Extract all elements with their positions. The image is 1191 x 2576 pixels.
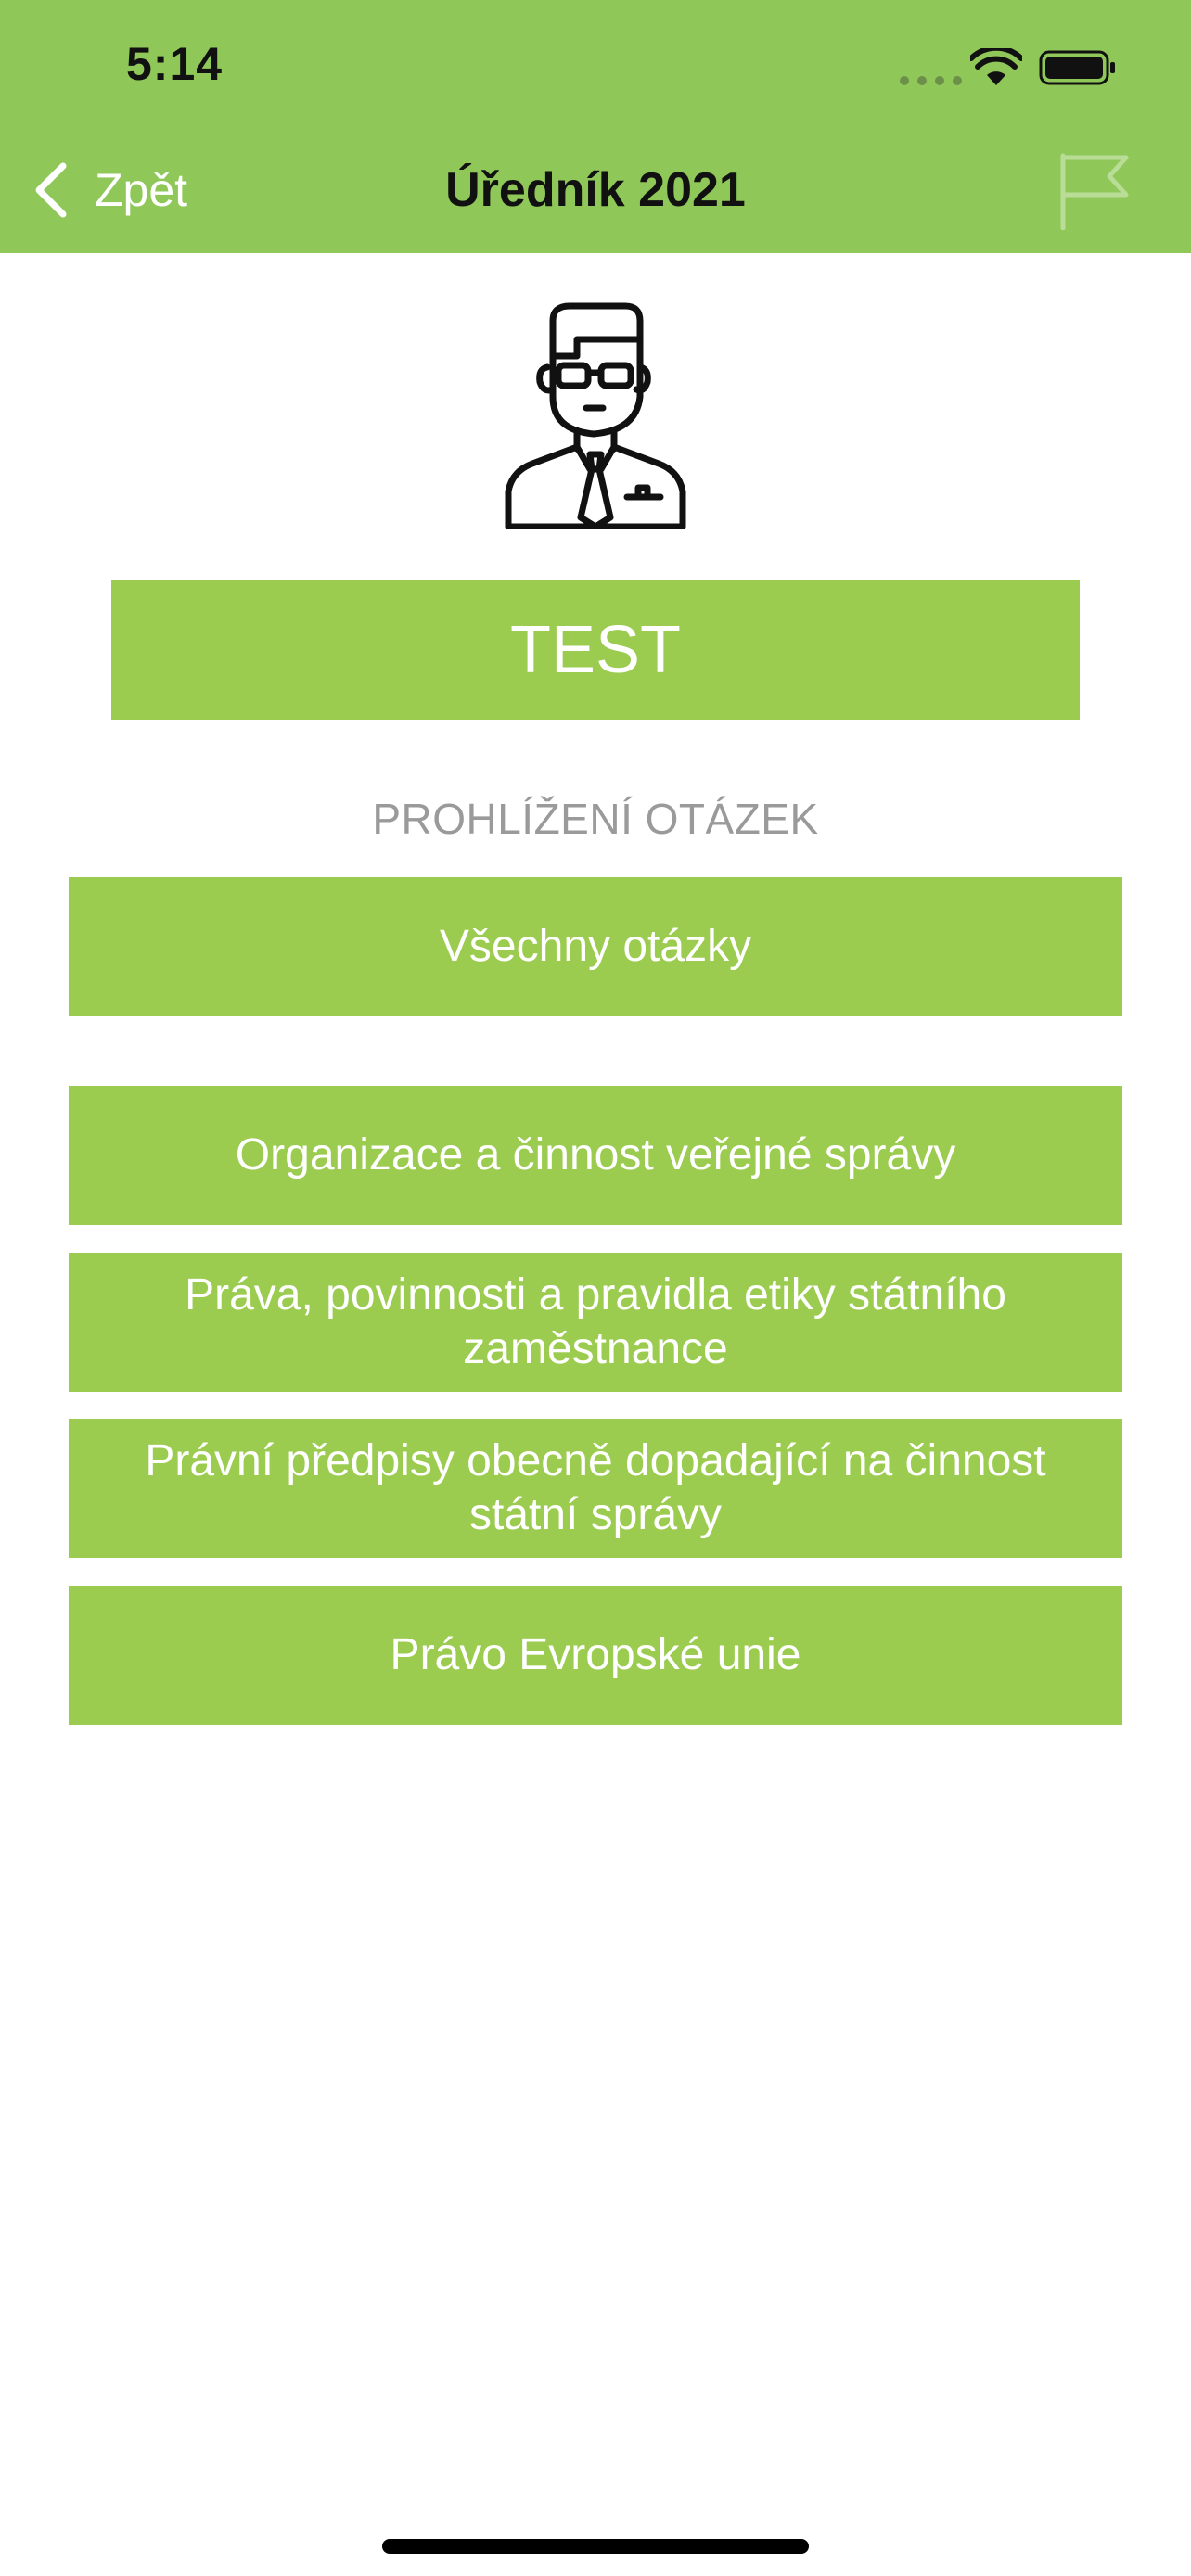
category-button-legal-regulations[interactable]: Právní předpisy obecně dopadající na činnost státní správy <box>69 1419 1122 1558</box>
home-indicator <box>382 2539 809 2554</box>
navigation-header <box>0 0 1191 253</box>
section-label-question-review: PROHLÍŽENÍ OTÁZEK <box>372 795 819 843</box>
back-label: Zpět <box>95 164 188 216</box>
back-button[interactable] <box>32 158 187 223</box>
category-button-public-administration[interactable]: Organizace a činnost veřejné správy <box>69 1086 1122 1225</box>
test-button[interactable]: TEST <box>111 580 1080 720</box>
battery-icon <box>1039 48 1117 87</box>
wifi-icon <box>970 48 1022 87</box>
page-title: Úředník 2021 <box>445 163 746 217</box>
category-button-employee-rights-ethics[interactable]: Práva, povinnosti a pravidla etiky státního zaměstnance <box>69 1253 1122 1392</box>
cellular-signal-icon <box>900 76 962 85</box>
flag-icon[interactable] <box>1056 152 1133 230</box>
category-button-eu-law[interactable]: Právo Evropské unie <box>69 1586 1122 1725</box>
all-questions-button[interactable]: Všechny otázky <box>69 877 1122 1016</box>
chevron-left-icon <box>32 161 70 219</box>
status-time: 5:14 <box>126 38 224 90</box>
clerk-avatar-icon <box>501 300 690 529</box>
